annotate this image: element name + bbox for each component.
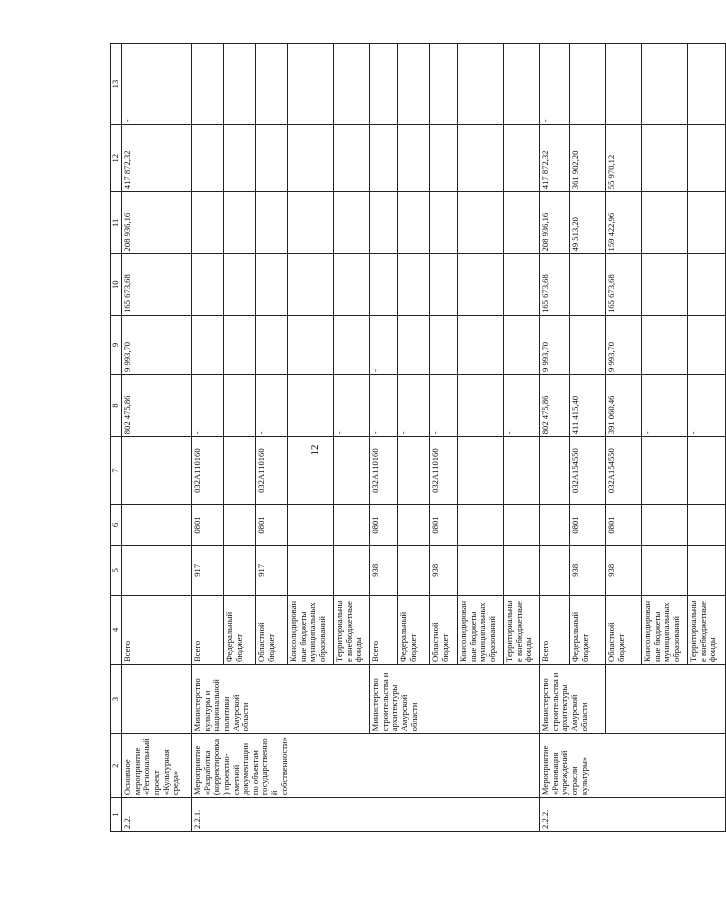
table-cell: - xyxy=(122,44,192,125)
table-cell xyxy=(504,315,540,374)
table-cell: 0801 xyxy=(606,505,642,546)
column-header: 10 xyxy=(111,254,122,315)
table-cell: 802 475,86 xyxy=(540,375,570,437)
table-cell: 9 993,70 xyxy=(540,315,570,374)
table-cell: Консолидированные бюджеты муниципальных образований xyxy=(642,595,688,664)
table-cell xyxy=(398,44,430,125)
table-cell xyxy=(288,437,334,505)
table-cell: Территориальные внебюджетные фонды xyxy=(688,595,726,664)
table-cell: 938 xyxy=(570,545,606,595)
table-cell xyxy=(192,254,224,315)
table-cell: 2.2.1. xyxy=(192,798,540,832)
table-cell: Территориальные внебюджетные фонды xyxy=(334,595,370,664)
table-cell xyxy=(458,375,504,437)
table-cell: 802 475,86 xyxy=(122,375,192,437)
table-cell xyxy=(430,192,458,254)
table-cell xyxy=(288,192,334,254)
table-cell xyxy=(398,505,430,546)
table-cell: - xyxy=(256,375,288,437)
table-cell xyxy=(398,315,430,374)
table-cell xyxy=(570,315,606,374)
table-cell xyxy=(288,125,334,192)
table-cell xyxy=(256,192,288,254)
table-cell xyxy=(504,437,540,505)
table-cell xyxy=(192,44,224,125)
table-cell xyxy=(256,254,288,315)
table-cell xyxy=(122,437,192,505)
table-cell xyxy=(642,44,688,125)
table-cell xyxy=(458,192,504,254)
table-cell: - xyxy=(688,375,726,437)
budget-table-sheet xyxy=(110,43,718,832)
table-cell xyxy=(642,437,688,505)
table-cell xyxy=(504,545,540,595)
table-cell: Областной бюджет xyxy=(430,595,458,664)
table-cell xyxy=(224,505,256,546)
table-row xyxy=(370,44,398,832)
table-cell xyxy=(256,315,288,374)
table-cell: 0801 xyxy=(570,505,606,546)
table-cell xyxy=(288,44,334,125)
table-cell xyxy=(504,192,540,254)
table-cell xyxy=(458,545,504,595)
page-number: 12 xyxy=(309,444,321,456)
table-cell xyxy=(430,44,458,125)
table-cell: Всего xyxy=(192,595,224,664)
table-cell xyxy=(504,125,540,192)
table-cell xyxy=(288,315,334,374)
column-header: 4 xyxy=(111,595,122,664)
column-header: 11 xyxy=(111,192,122,254)
table-cell xyxy=(504,44,540,125)
table-cell xyxy=(430,254,458,315)
table-cell: 2.2.2. xyxy=(540,798,726,832)
table-cell xyxy=(570,254,606,315)
table-cell xyxy=(370,44,398,125)
table-cell xyxy=(606,664,726,733)
table-cell: Территориальные внебюджетные фонды xyxy=(504,595,540,664)
table-cell xyxy=(570,44,606,125)
table-cell xyxy=(224,192,256,254)
table-row xyxy=(606,44,642,832)
table-cell: 938 xyxy=(606,545,642,595)
table-cell xyxy=(398,125,430,192)
table-cell: - xyxy=(398,375,430,437)
table-cell xyxy=(688,437,726,505)
table-cell xyxy=(288,505,334,546)
table-cell: - xyxy=(430,375,458,437)
table-cell: 411 415,40 xyxy=(570,375,606,437)
column-header: 1 xyxy=(111,798,122,832)
table-cell: - xyxy=(192,375,224,437)
table-cell: Областной бюджет xyxy=(606,595,642,664)
table-cell: 208 936,16 xyxy=(540,192,570,254)
table-cell xyxy=(256,125,288,192)
table-cell: Всего xyxy=(122,595,192,664)
table-cell xyxy=(334,254,370,315)
table-cell: 55 970,12 xyxy=(606,125,642,192)
table-cell: 917 xyxy=(256,545,288,595)
table-cell xyxy=(370,254,398,315)
table-cell xyxy=(642,192,688,254)
table-cell xyxy=(642,125,688,192)
table-cell: 391 060,46 xyxy=(606,375,642,437)
table-cell: 032A154550 xyxy=(570,437,606,505)
table-cell: 0801 xyxy=(370,505,398,546)
table-cell: 208 936,16 xyxy=(122,192,192,254)
table-cell xyxy=(288,375,334,437)
table-cell xyxy=(224,375,256,437)
table-cell: Областной бюджет xyxy=(256,595,288,664)
table-cell: 917 xyxy=(192,545,224,595)
table-cell xyxy=(642,315,688,374)
table-cell xyxy=(370,125,398,192)
table-cell: 49 513,20 xyxy=(570,192,606,254)
table-cell xyxy=(370,192,398,254)
table-cell xyxy=(224,254,256,315)
column-header: 6 xyxy=(111,505,122,546)
table-row xyxy=(192,44,224,832)
table-cell: Мероприятие «Разработка (корректировка) проектно-сметной документации по объектам государственной собственности» xyxy=(192,734,540,798)
table-cell xyxy=(458,315,504,374)
budget-table xyxy=(110,43,726,832)
column-header: 5 xyxy=(111,545,122,595)
table-cell xyxy=(398,437,430,505)
table-cell xyxy=(224,545,256,595)
table-cell xyxy=(398,192,430,254)
table-cell xyxy=(192,192,224,254)
table-cell: 032A110160 xyxy=(430,437,458,505)
table-header-row xyxy=(111,44,122,832)
table-cell xyxy=(334,192,370,254)
table-cell xyxy=(430,315,458,374)
table-cell xyxy=(334,315,370,374)
table-cell: - xyxy=(370,375,398,437)
column-header: 13 xyxy=(111,44,122,125)
table-cell xyxy=(334,125,370,192)
table-cell xyxy=(504,505,540,546)
table-cell: 9 993,70 xyxy=(606,315,642,374)
table-cell: Федеральный бюджет xyxy=(398,595,430,664)
table-cell xyxy=(458,44,504,125)
table-cell xyxy=(688,254,726,315)
table-cell xyxy=(642,545,688,595)
column-header: 12 xyxy=(111,125,122,192)
table-row xyxy=(540,44,570,832)
table-cell: Консолидированные бюджеты муниципальных образований xyxy=(288,595,334,664)
table-cell: Всего xyxy=(370,595,398,664)
table-cell xyxy=(458,437,504,505)
table-cell xyxy=(224,315,256,374)
table-cell xyxy=(688,315,726,374)
table-cell: 0801 xyxy=(430,505,458,546)
table-cell: 032A154550 xyxy=(606,437,642,505)
table-cell: 417 872,32 xyxy=(122,125,192,192)
table-cell xyxy=(458,254,504,315)
table-cell: 417 872,32 xyxy=(540,125,570,192)
table-cell xyxy=(688,545,726,595)
table-cell xyxy=(192,125,224,192)
table-cell xyxy=(688,192,726,254)
table-cell: Основное мероприятие «Региональный проект «Культурная среда» xyxy=(122,734,192,798)
table-cell: Министерство строительства и архитектуры Амурской области xyxy=(370,664,540,733)
column-header: 9 xyxy=(111,315,122,374)
column-header: 7 xyxy=(111,437,122,505)
table-cell: 032A110160 xyxy=(192,437,224,505)
table-cell: 165 673,68 xyxy=(540,254,570,315)
table-cell xyxy=(334,44,370,125)
table-cell: 032A110160 xyxy=(370,437,398,505)
table-cell: 165 673,68 xyxy=(606,254,642,315)
table-cell: 9 993,70 xyxy=(122,315,192,374)
table-cell: - xyxy=(642,375,688,437)
table-cell xyxy=(224,437,256,505)
table-cell: Федеральный бюджет xyxy=(224,595,256,664)
table-cell: 2.2. xyxy=(122,798,192,832)
table-cell xyxy=(334,437,370,505)
column-header: 3 xyxy=(111,664,122,733)
table-cell xyxy=(540,437,570,505)
table-cell: 159 422,96 xyxy=(606,192,642,254)
table-cell xyxy=(256,44,288,125)
table-cell xyxy=(688,505,726,546)
table-cell: Федеральный бюджет xyxy=(570,595,606,664)
table-cell xyxy=(540,545,570,595)
table-cell xyxy=(288,254,334,315)
column-header: 2 xyxy=(111,734,122,798)
table-row xyxy=(122,44,192,832)
table-cell: 938 xyxy=(430,545,458,595)
table-cell: Министерство строительства и архитектуры Амурской области xyxy=(540,664,606,733)
table-cell xyxy=(540,505,570,546)
table-cell: Консолидированные бюджеты муниципальных образований xyxy=(458,595,504,664)
table-cell: - xyxy=(504,375,540,437)
table-cell xyxy=(688,44,726,125)
table-cell: - xyxy=(540,44,570,125)
table-cell xyxy=(224,44,256,125)
table-cell xyxy=(642,505,688,546)
table-cell xyxy=(334,505,370,546)
table-cell: 032A110160 xyxy=(256,437,288,505)
table-cell xyxy=(398,545,430,595)
table-cell xyxy=(224,125,256,192)
table-cell xyxy=(458,505,504,546)
table-cell: 361 902,20 xyxy=(570,125,606,192)
table-cell: - xyxy=(334,375,370,437)
table-cell xyxy=(192,315,224,374)
table-cell xyxy=(122,545,192,595)
table-cell xyxy=(458,125,504,192)
table-cell xyxy=(398,254,430,315)
table-cell: 938 xyxy=(370,545,398,595)
table-cell xyxy=(504,254,540,315)
table-cell: 0801 xyxy=(256,505,288,546)
table-cell: - xyxy=(370,315,398,374)
column-header: 8 xyxy=(111,375,122,437)
table-cell xyxy=(606,44,642,125)
table-cell xyxy=(430,125,458,192)
table-cell: Мероприятие «Реновация учреждений отрасли культуры» xyxy=(540,734,726,798)
table-cell xyxy=(122,505,192,546)
table-cell xyxy=(642,254,688,315)
table-cell: 0801 xyxy=(192,505,224,546)
table-cell xyxy=(688,125,726,192)
table-cell: 165 673,68 xyxy=(122,254,192,315)
table-cell xyxy=(122,664,192,733)
table-cell: Всего xyxy=(540,595,570,664)
table-cell: Министерство культуры и национальной политики Амурской области xyxy=(192,664,370,733)
table-cell xyxy=(334,545,370,595)
table-cell xyxy=(288,545,334,595)
